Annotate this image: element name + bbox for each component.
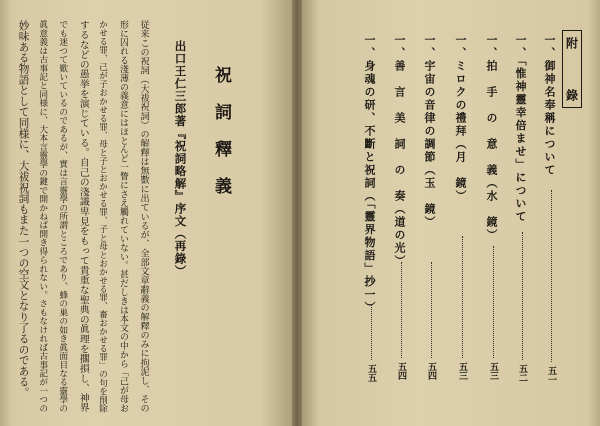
body-column-1: 従来この祝詞（大祓祝詞）の解釋は無數に出ているが、全部文章辭義の解釋のみに拘泥し、その	[138, 20, 149, 413]
toc-leader-5	[431, 262, 432, 358]
body-column-6: 眞意義は古事記と同様に、大本言靈學の鍵で開かねば開き得られない。さもなければ古事記が一つの	[37, 20, 48, 413]
toc-page-7: 五五	[366, 364, 376, 382]
toc-leader-4	[462, 236, 463, 358]
body-column-5: でも迷つて歎いているのであるが、實は言靈學の所謂ところであり、蜂の巣の如き眞面目なる靈學の	[57, 20, 68, 413]
toc-item-3: 一、拍 手 の 意 義（水 鏡）	[485, 34, 498, 242]
toc-item-1: 一、御神名奉稱について	[543, 34, 556, 177]
toc-leader-1	[551, 190, 552, 362]
toc-page-4: 五三	[457, 362, 467, 380]
toc-item-7: 一、身魂の研、不斷と祝詞（「靈界物語」抄一）	[363, 34, 376, 315]
toc-page-3: 五三	[488, 362, 498, 380]
toc-leader-7	[371, 304, 372, 360]
appendix-heading-box	[562, 30, 582, 108]
toc-leader-6	[401, 262, 402, 358]
body-column-7: 妙味ある物語として同様に、大祓祝詞もまた一つの空文となり了るのである。	[17, 20, 30, 398]
body-column-2: 形に囚れる淺薄の義意にはほとんど一瞥にさえ觸れていない。甚だしきは本文の中から「己が母お	[117, 20, 128, 413]
body-column-3: かせる罪、己が子おかせる罪、母と子とおかせる罪、子と母とおかせる罪、畜おかせる罪」の句を削除	[97, 20, 108, 413]
toc-item-6: 一、善 言 美 詞 の 奏（道の光）	[393, 34, 406, 268]
toc-page-5: 五四	[426, 362, 436, 380]
toc-item-4: 一、ミロクの禮拜（月 鏡）	[454, 34, 467, 203]
toc-page-6: 五四	[396, 362, 406, 380]
toc-leader-2	[522, 232, 523, 360]
toc-page-1: 五一	[546, 366, 556, 384]
appendix-label-a: 附	[564, 37, 579, 49]
book-gutter	[292, 0, 302, 426]
toc-item-2: 一、「惟神靈幸倍ませ」について	[514, 34, 527, 224]
toc-item-5: 一、宇宙の音律の調節（玉 鏡）	[423, 34, 436, 229]
body-column-4: するなどの愚挙を演じている。自己の淺識卑見をもって貴重な聖典の眞理を擱損し、神界	[77, 20, 89, 413]
toc-leader-3	[493, 246, 494, 358]
article-author: 出口王仁三郎著『祝詞略解』序文（再錄）	[173, 40, 188, 278]
toc-page-2: 五二	[517, 364, 527, 382]
appendix-label-b: 錄	[564, 89, 579, 101]
article-title: 祝詞釋義	[211, 66, 231, 214]
